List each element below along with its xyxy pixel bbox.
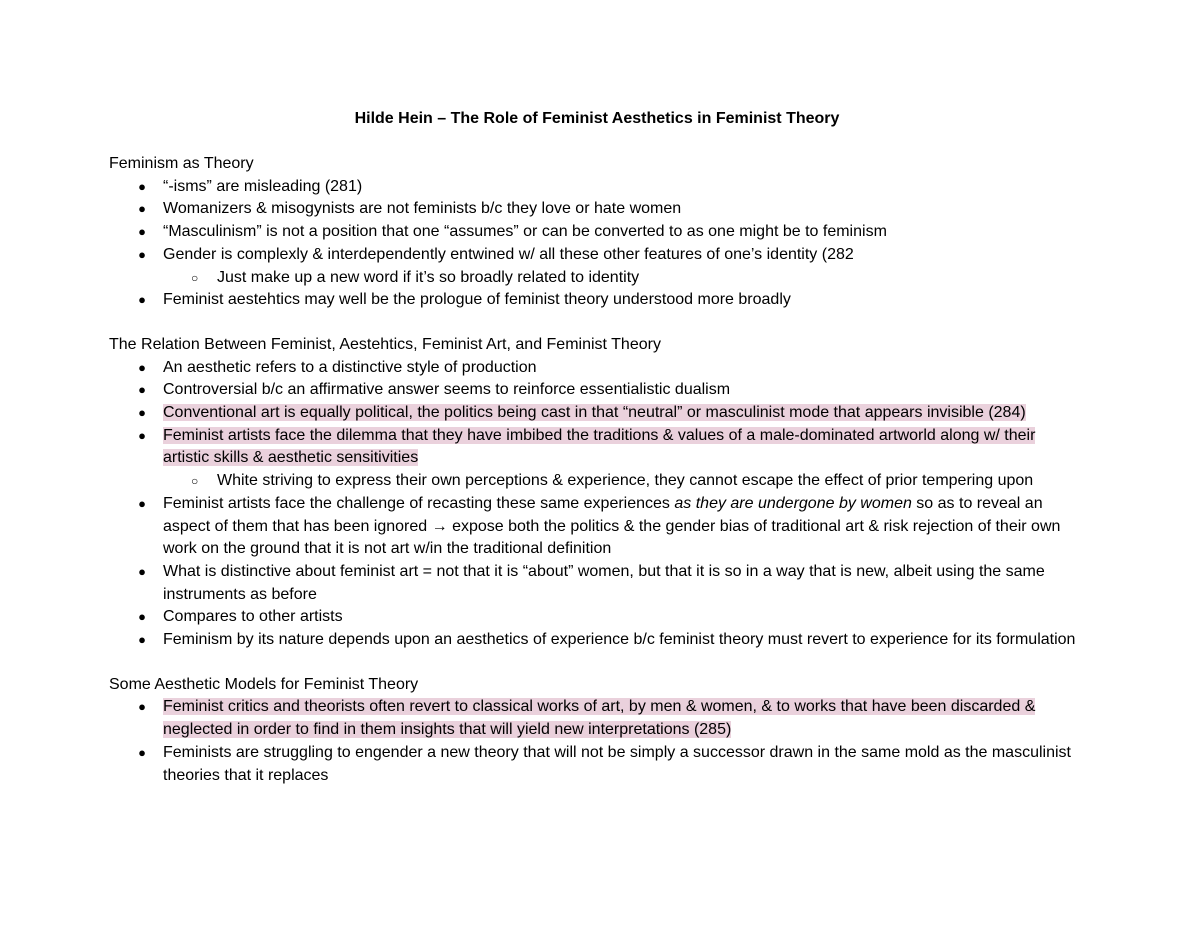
hollow-bullet-icon: ○ bbox=[191, 270, 199, 285]
highlighted-text: Feminist artists face the dilemma that they have imbibed the traditions & values of a male-dominated artworld along w/ their artistic skills & aesthetic sensitivities bbox=[163, 426, 1036, 467]
list-item-text: Womanizers & misogynists are not feminists b/c they love or hate women bbox=[163, 200, 682, 218]
bullet-icon: ● bbox=[138, 632, 146, 648]
highlighted-text: Conventional art is equally political, the politics being cast in that “neutral” or masculinist mode that appears invisible (284) bbox=[163, 404, 1026, 422]
bullet-icon: ● bbox=[138, 744, 146, 760]
document-page bbox=[109, 108, 1085, 809]
list-item-text: Controversial b/c an affirmative answer seems to reinforce essentialistic dualism bbox=[163, 381, 731, 399]
list-item-text: Feminism by its nature depends upon an aesthetics of experience b/c feminist theory must revert to experience for its formulation bbox=[163, 631, 1076, 649]
bullet-icon: ● bbox=[138, 178, 146, 194]
bullet-icon: ● bbox=[138, 246, 146, 262]
bullet-icon: ● bbox=[138, 405, 146, 421]
bullet-list bbox=[109, 176, 1085, 312]
sub-bullet-list bbox=[163, 470, 1085, 493]
section-heading: The Relation Between Feminist, Aestehtics, Feminist Art, and Feminist Theory bbox=[109, 335, 661, 353]
bullet-list bbox=[109, 696, 1085, 787]
list-item bbox=[109, 425, 1085, 493]
list-item-text: “Masculinism” is not a position that one “assumes” or can be converted to as one might be to feminism bbox=[163, 223, 887, 241]
bullet-icon: ● bbox=[138, 609, 146, 625]
list-item-text: Feminists are struggling to engender a new theory that will not be simply a successor drawn in the same mold as the masculinist theories that it replaces bbox=[163, 743, 1071, 784]
italic-text: as they are undergone by women bbox=[674, 494, 912, 512]
hollow-bullet-icon: ○ bbox=[191, 474, 199, 489]
list-item bbox=[109, 221, 1085, 244]
list-item bbox=[109, 742, 1085, 787]
list-item-text: An aesthetic refers to a distinctive style of production bbox=[163, 358, 537, 376]
bullet-icon: ● bbox=[138, 359, 146, 375]
list-item bbox=[109, 198, 1085, 221]
list-item bbox=[109, 561, 1085, 606]
bullet-icon: ● bbox=[138, 495, 146, 511]
document-title: Hilde Hein – The Role of Feminist Aesthetics in Feminist Theory bbox=[354, 110, 840, 127]
section-aesthetic-models bbox=[109, 674, 1085, 788]
list-item bbox=[109, 606, 1085, 629]
list-item-text: “-isms” are misleading (281) bbox=[163, 177, 363, 195]
bullet-icon: ● bbox=[138, 382, 146, 398]
list-item bbox=[109, 357, 1085, 380]
list-item bbox=[109, 493, 1085, 561]
list-item-text: Gender is complexly & interdependently entwined w/ all these other features of one’s identity (282 bbox=[163, 245, 854, 263]
list-item bbox=[109, 244, 1085, 289]
list-item-text: Feminist aestehtics may well be the prologue of feminist theory understood more broadly bbox=[163, 291, 791, 309]
sub-list-item bbox=[163, 267, 1085, 290]
list-item bbox=[109, 176, 1085, 199]
section-relation bbox=[109, 334, 1085, 652]
list-item bbox=[109, 696, 1085, 741]
section-heading: Some Aesthetic Models for Feminist Theory bbox=[109, 675, 419, 693]
highlighted-text: Feminist critics and theorists often revert to classical works of art, by men & women, & to works that have been discarded & neglected in order to find in them insights that will yield new interpretations (285) bbox=[163, 698, 1036, 739]
bullet-icon: ● bbox=[138, 699, 146, 715]
bullet-icon: ● bbox=[138, 201, 146, 217]
bullet-icon: ● bbox=[138, 292, 146, 308]
list-item-text-part: so as to reveal an aspect of them that has been ignored → expose both the politics & the gender bias of traditional art & risk rejection of their own work on the ground that it is not art w/in the traditional definition bbox=[163, 494, 1061, 558]
bullet-icon: ● bbox=[138, 563, 146, 579]
list-item bbox=[109, 629, 1085, 652]
list-item-text: Compares to other artists bbox=[163, 608, 343, 626]
section-feminism-as-theory bbox=[109, 153, 1085, 312]
section-heading: Feminism as Theory bbox=[109, 155, 254, 172]
sub-list-item-text: White striving to express their own perceptions & experience, they cannot escape the effect of prior tempering upon bbox=[217, 472, 1034, 490]
list-item-text: What is distinctive about feminist art = not that it is “about” women, but that it is so in a way that is new, albeit using the same instruments as before bbox=[163, 562, 1045, 603]
sub-list-item bbox=[163, 470, 1085, 493]
bullet-icon: ● bbox=[138, 224, 146, 240]
list-item bbox=[109, 402, 1085, 425]
sub-bullet-list bbox=[163, 267, 1085, 290]
bullet-icon: ● bbox=[138, 427, 146, 443]
list-item bbox=[109, 379, 1085, 402]
list-item-text-part: Feminist artists face the challenge of recasting these same experiences bbox=[163, 494, 675, 512]
bullet-list bbox=[109, 357, 1085, 652]
sub-list-item-text: Just make up a new word if it’s so broadly related to identity bbox=[217, 268, 640, 286]
list-item bbox=[109, 289, 1085, 312]
